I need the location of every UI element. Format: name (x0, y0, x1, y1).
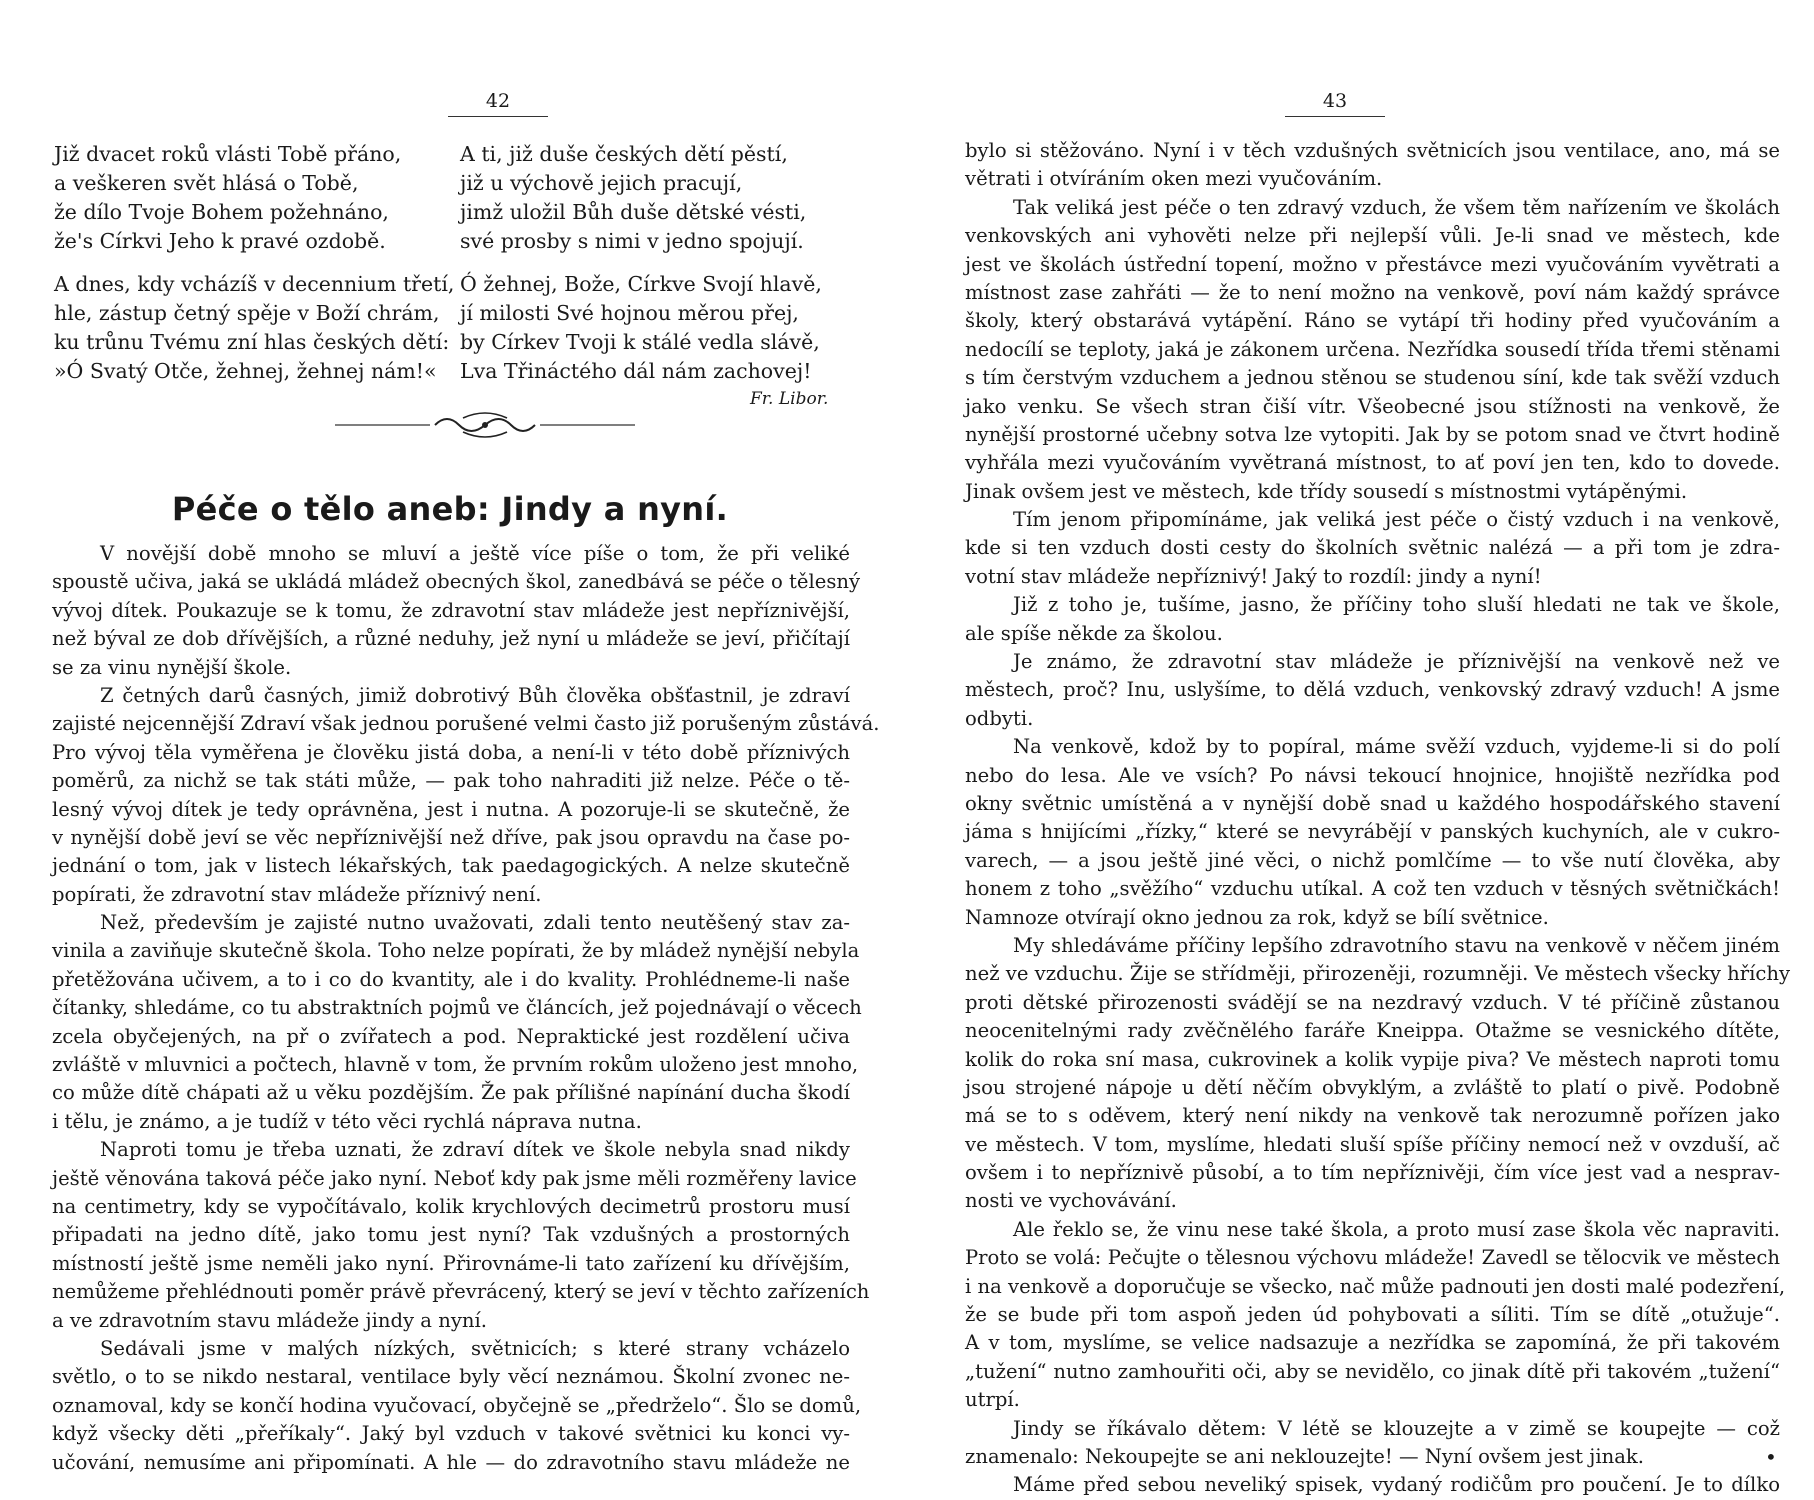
text-line: lesný vývoj dítek je tedy oprávněna, jest i nutna. A pozoruje-li se skutečně, že (52, 797, 850, 821)
text-line: honem z toho „svěžího“ vzduchu utíkal. A což ten vzduch v těsných světničkách! (965, 877, 1780, 901)
poem-line: Lva Třináctého dál nám zachovej! (460, 359, 812, 383)
text-line: Namnoze otvírají okno jednou za rok, když se bílí světnice. (965, 905, 1549, 929)
text-line: popírati, že zdravotní stav mládeže příznivý není. (52, 882, 542, 906)
text-line: světlo, o to se nikdo nestaral, ventilace byly věcí neznámou. Školní zvonec ne- (52, 1365, 850, 1389)
text-line: nosti ve vychovávání. (965, 1189, 1177, 1213)
text-line: má se to s oděvem, který není nikdy na venkově tak nerozumně pořízen jako (965, 1104, 1780, 1128)
text-line: oznamoval, kdy se končí hodina vyučovací, obyčejně se „předrželo“. Šlo se domů, (52, 1393, 862, 1417)
text-line: odbyti. (965, 706, 1034, 730)
text-line: vývoj dítek. Poukazuje se k tomu, že zdravotní stav mládeže jest nepříznivější, (52, 598, 850, 622)
text-line: školy, který obstarává vytápění. Ráno se vytápí tři hodiny před vyučováním a (965, 309, 1780, 333)
text-line: než býval ze dob dřívějších, a různé neduhy, jež nyní u mládeže se jeví, přičítají (52, 627, 850, 651)
text-line: proti dětské přirozenosti svádějí se na nezdravý vzduch. V té příčině zůstanou (965, 990, 1780, 1014)
page-number: 43 (1322, 90, 1348, 112)
text-line: na centimetry, kdy se vypočítávalo, kolik krychlových decimetrů prostoru musí (52, 1194, 850, 1218)
text-line: kolik do roka sní masa, cukrovinek a kolik vypije piva? Ve městech naproti tomu (965, 1047, 1780, 1071)
poem-line: Ó žehnej, Bože, Církve Svojí hlavě, (460, 272, 822, 296)
text-line: Tím jenom připomínáme, jak veliká jest péče o čistý vzduch i na venkově, (1013, 508, 1780, 532)
text-line: votní stav mládeže nepříznivý! Jaký to rozdíl: jindy a nyní! (965, 564, 1542, 588)
text-line: Je známo, že zdravotní stav mládeže je příznivější na venkově než ve (1013, 650, 1780, 674)
text-line: okny světnic umístěná a v nynější době snad u každého hospodářského stavení (965, 791, 1780, 815)
text-line: Již z toho je, tušíme, jasno, že příčiny toho sluší hledati ne tak ve škole, (1013, 593, 1780, 617)
text-line: ve městech. V tom, myslíme, hledati sluší spíše příčiny nemocí než v ovzduší, ač (965, 1132, 1780, 1156)
poem-line: jimž uložil Bůh duše dětské vésti, (460, 200, 807, 224)
right-page (965, 0, 1791, 1500)
text-line: ovšem i to nepříznivě působí, a to tím nepříznivěji, čím více jest vad a nesprav- (965, 1161, 1780, 1185)
text-line: poměrů, za nichž se tak státi může, — pak toho nahraditi již nelze. Péče o tě- (52, 769, 850, 793)
poem-line: Již dvacet roků vlásti Tobě přáno, (54, 142, 402, 166)
poem-stanza-1 (54, 140, 401, 256)
poem-signature: Fr. Libor. (750, 389, 829, 409)
text-line: nedocílí se teploty, jaká je zákonem určena. Nezřídka sousedí třída třemi stěnami (965, 337, 1780, 361)
poem-line: již u výchově jejich pracují, (460, 171, 743, 195)
poem-line: hle, zástup četný spěje v Boží chrám, (54, 301, 440, 325)
text-line: zvláště v mluvnici a počtech, hlavně v tom, že prvním rokům uloženo jest mnoho, (52, 1053, 859, 1077)
poem-line: a veškeren svět hlásá o Tobě, (54, 171, 359, 195)
text-line: učování, nemusíme ani připomínati. A hle — do zdravotního stavu mládeže ne (52, 1450, 850, 1474)
text-line: zcela obyčejených, na př o zvířatech a pod. Nepraktické jest rozdělení učiva (52, 1024, 850, 1048)
text-line: nemůžeme přehlédnouti poměr právě převrácený, který se jeví v těchto zařízeních (52, 1280, 870, 1304)
text-line: Máme před sebou neveliký spisek, vydaný rodičům pro poučení. Je to dílko (1013, 1473, 1780, 1497)
text-line: Jinak ovšem jest ve městech, kde třídy sousedí s místnostmi vytápěnými. (965, 479, 1688, 503)
text-line: jednání o tom, jak v listech lékařských, tak paedagogických. A nelze skutečně (52, 854, 850, 878)
text-line: v nynější době jeví se věc nepříznivější než dříve, pak jsou opravdu na čase po- (52, 825, 850, 849)
article-body-left (52, 540, 880, 1477)
page-number-rule (448, 116, 548, 117)
text-line: jest ve školách ústřední topení, možno v přestávce mezi vyučováním vyvětrati a (965, 252, 1780, 276)
text-line: že se bude při tom aspoň jeden úd pohybovati a síliti. Tím se dítě „otužuje“. (965, 1303, 1780, 1327)
text-line: co může dítě chápati až u věku pozdějším. Že pak přílišné napínání ducha škodí (52, 1081, 850, 1105)
text-line: místnost zase zahřáti — že to není možno na venkově, poví nám každý správce (965, 280, 1780, 304)
article-title: Péče o tělo aneb: Jindy a nyní. (171, 490, 729, 528)
text-line: kde si ten vzduch dosti cesty do školních světnic nalézá — a při tom je zdra- (965, 536, 1780, 560)
poem-line: že's Církvi Jeho k pravé ozdobě. (54, 229, 386, 253)
text-line: Ale řeklo se, že vinu nese také škola, a proto musí zase škola věc napraviti. (1013, 1217, 1780, 1241)
text-line: čítanky, shledáme, co tu abstraktních pojmů ve článcích, jež pojednávají o věcech (52, 996, 862, 1020)
page-number: 42 (485, 90, 511, 112)
poem-line: A dnes, kdy vcházíš v decennium třetí, (54, 272, 455, 296)
text-line: Pro vývoj těla vyměřena je člověku jistá doba, a není-li v této době příznivých (52, 740, 850, 764)
text-line: ale spíše někde za školou. (965, 621, 1223, 645)
poem-line: že dílo Tvoje Bohem požehnáno, (54, 200, 389, 224)
page-number-rule (1285, 116, 1385, 117)
text-line: vinila a zaviňuje skutečně škola. Toho nelze popírati, že by mládež nynější nebyla (52, 939, 860, 963)
text-line: zajisté nejcennější Zdraví však jednou porušené velmi často již porušeným zůstává. (52, 712, 880, 736)
text-line: A v tom, myslíme, se velice nadsazuje a nezřídka se zapomíná, že při takovém (965, 1331, 1780, 1355)
text-line: varech, — a jsou ještě jiné věci, o nichž pomlčíme — to vše nutí člověka, aby (965, 848, 1780, 872)
poem-line: by Církev Tvoji k stálé vedla slávě, (460, 330, 820, 354)
text-line: i tělu, je známo, a je tudíž v této věci rychlá náprava nutna. (52, 1109, 642, 1133)
poem-stanza-2 (460, 140, 806, 256)
poem-line: »Ó Svatý Otče, žehnej, žehnej nám!« (54, 359, 437, 383)
text-line: přetěžována učivem, a to i co do kvantity, ale i do kvality. Prohlédneme-li naše (52, 967, 850, 991)
poem-stanza-3 (54, 270, 454, 386)
text-line: větrati i otvíráním oken mezi vyučováním. (965, 167, 1383, 191)
text-line: spoustě učiva, jaká se ukládá mládež obecných škol, zanedbává se péče o tělesný (52, 570, 861, 594)
text-line: jako venku. Se všech stran čiší vítr. Všeobecné jsou stížnosti na venkově, že (965, 394, 1780, 418)
text-line: než ve vzduchu. Žije se střídměji, přirozeněji, rozumněji. Ve městech všecky hříchy (965, 962, 1791, 986)
poem-line: A ti, již duše českých dětí pěstí, (460, 142, 788, 166)
text-line: neocenitelnými rady zvěčnělého faráře Kneippa. Otažme se vesnického dítěte, (965, 1019, 1780, 1043)
text-line: Tak veliká jest péče o ten zdravý vzduch, že všem těm nařízením ve školách (1013, 195, 1780, 219)
poem-line: své prosby s nimi v jedno spojují. (460, 229, 804, 253)
text-line: Než, především je zajisté nutno uvažovati, zdali tento neutěšený stav za- (100, 911, 850, 935)
text-line: Z četných darů časných, jimiž dobrotivý Bůh člověka obšťastnil, je zdraví (100, 683, 850, 707)
text-line: jsou strojené nápoje u dětí něčím obvyklým, a zvláště to platí o pivě. Podobně (965, 1075, 1780, 1099)
poem-stanza-4 (460, 270, 822, 386)
poem-line: jí milosti Své hojnou měrou přej, (460, 301, 799, 325)
left-page (50, 0, 880, 1500)
text-line: městech, proč? Inu, uslyšíme, to dělá vzduch, venkovský zdravý vzduch! A jsme (965, 678, 1780, 702)
text-line: s tím čerstvým vzduchem a jednou stěnou se studenou síní, kde tak svěží vzduch (965, 366, 1780, 390)
text-line: venkovských ani vyhověti nelze při nejlepší vůli. Je-li snad ve městech, kde (965, 224, 1780, 248)
text-line: Sedávali jsme v malých nízkých, světnicích; s které strany vcházelo (100, 1336, 850, 1360)
text-line: nebo do lesa. Ale ve vsích? Po návsi tekoucí hnojnice, hnojiště nezřídka pod (965, 763, 1780, 787)
text-line: Na venkově, kdož by to popíral, máme svěží vzduch, vyjdeme-li si do polí (1013, 735, 1780, 759)
text-line: jáma s hnijícími „řízky,“ které se nevyrábějí v panských kuchyních, ale v cukro- (965, 820, 1780, 844)
poem-line: ku trůnu Tvému zní hlas českých dětí: (54, 330, 450, 354)
text-line: Naproti tomu je třeba uznati, že zdraví dítek ve škole nebyla snad nikdy (100, 1138, 850, 1162)
text-line: místností ještě jsme neměli jako nyní. Přirovnáme-li tato zařízení ku dřívějším, (52, 1251, 850, 1275)
text-line: i na venkově a doporučuje se všecko, nač může padnouti jen dosti malé podezření, (965, 1274, 1786, 1298)
text-line: „tužení“ nutno zamhouřiti oči, aby se nevidělo, co jinak dítě při takovém „tužení“ (965, 1359, 1780, 1383)
text-line: a ve zdravotním stavu mládeže jindy a nyní. (52, 1308, 488, 1332)
text-line: Jindy se říkávalo dětem: V létě se klouzejte a v zimě se koupejte — což (1013, 1416, 1780, 1440)
text-line: My shledáváme příčiny lepšího zdravotního stavu na venkově v něčem jiném (1013, 933, 1780, 957)
article-body-right (965, 137, 1791, 1500)
text-line: V novější době mnoho se mluví a ještě více píše o tom, že při veliké (100, 542, 850, 565)
text-line: vyhřála mezi vyučováním vyvětraná místnost, to ať poví jen ten, kdo to dovede. (965, 451, 1780, 475)
text-line: nynější prostorné učebny sotva lze vytopiti. Jak by se potom snad ve čtvrt hodině (965, 422, 1780, 446)
text-line: ještě věnována taková péče jako nyní. Neboť kdy pak jsme měli rozměřeny lavice (52, 1166, 857, 1190)
text-line: bylo si stěžováno. Nyní i v těch vzdušných světnicích jsou ventilace, ano, má se (965, 139, 1780, 162)
text-line: utrpí. (965, 1388, 1020, 1412)
text-line: znamenalo: Nekoupejte se ani neklouzejte! — Nyní ovšem jest jinak. (965, 1444, 1644, 1468)
text-line: se za vinu nynější škole. (52, 655, 292, 679)
text-line: když všecky děti „přeříkaly“. Jaký byl vzduch v takové světnici ku konci vy- (52, 1422, 850, 1446)
text-line: připadati na jedno dítě, jako tomu jest nyní? Tak vzdušných a prostorných (52, 1223, 850, 1247)
text-line: Proto se volá: Pečujte o tělesnou výchovu mládeže! Zavedl se tělocvik ve městech (965, 1246, 1780, 1270)
section-ornament (335, 410, 635, 440)
footer-mark: • (1765, 1445, 1777, 1469)
